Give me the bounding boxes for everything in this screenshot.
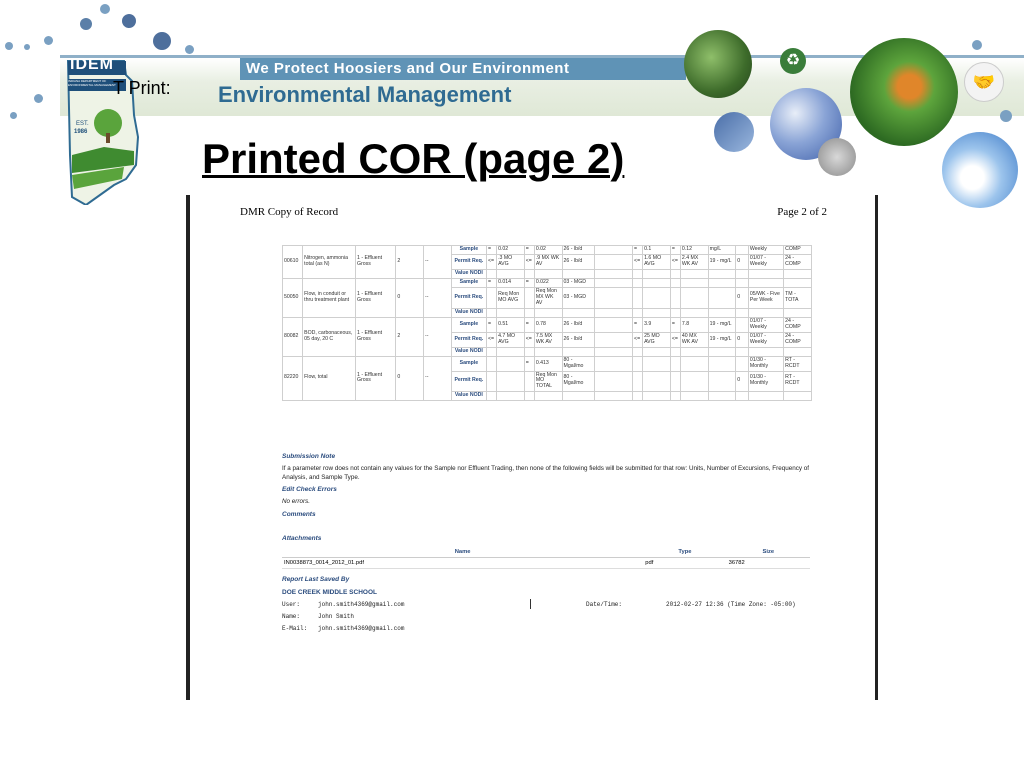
cell-st: 24 - COMP [784, 317, 812, 332]
cell-v1 [497, 269, 525, 278]
cell-c1: = [487, 246, 497, 255]
cell-c1 [487, 269, 497, 278]
cell-v4 [680, 347, 708, 356]
cell-v3: 0.1 [643, 246, 671, 255]
parameter-name: BOD, carbonaceous, 05 day, 20 C [303, 317, 356, 356]
parameter-line [283, 278, 812, 287]
row-type-label: Sample [451, 246, 486, 255]
cell-u2 [708, 278, 736, 287]
svg-text:1986: 1986 [74, 129, 88, 135]
parameter-line [283, 317, 812, 332]
cell-v2: Req Mon MX WK AV [534, 287, 562, 308]
cell-c1: = [487, 278, 497, 287]
cell-u2 [708, 371, 736, 392]
parameter-loc: 1 - Effluent Gross [356, 317, 396, 356]
cell-exc: 0 [736, 371, 749, 392]
spacer-cell [595, 287, 633, 308]
cell-v4 [680, 356, 708, 371]
cell-v1: .3 MO AVG [497, 254, 525, 269]
cell-u1: 26 - lb/d [562, 332, 595, 347]
edit-check-title: Edit Check Errors [282, 486, 337, 493]
cell-exc [736, 308, 749, 317]
cell-v1 [497, 356, 525, 371]
cell-u2 [708, 356, 736, 371]
cell-c2: <= [524, 254, 534, 269]
cell-v2: 0.78 [534, 317, 562, 332]
parameter-n: 0 [396, 278, 424, 317]
cell-c4 [670, 371, 680, 392]
cell-v3 [643, 347, 671, 356]
spacer-cell [595, 278, 633, 287]
cell-v4: 2.4 MX WK AV [680, 254, 708, 269]
row-type-label: Value NODI [451, 392, 486, 401]
cell-v3 [643, 287, 671, 308]
parameter-code: 00610 [283, 246, 303, 279]
spacer-cell [595, 246, 633, 255]
parameter-name: Flow, total [303, 356, 356, 401]
banner-title: Environmental Management [218, 82, 512, 107]
cell-v4: 7.8 [680, 317, 708, 332]
decorative-dot [80, 18, 92, 30]
attachment-type: pdf [643, 558, 726, 569]
row-type-label: Permit Req. [451, 254, 486, 269]
cell-c2 [524, 347, 534, 356]
fern-photo [684, 30, 752, 98]
cell-c2 [524, 269, 534, 278]
cell-exc [736, 356, 749, 371]
cell-freq [748, 392, 783, 401]
cell-c4 [670, 392, 680, 401]
decorative-dot [24, 44, 30, 50]
parameter-dash: -- [424, 317, 452, 356]
cell-c3 [633, 356, 643, 371]
cell-c3 [633, 308, 643, 317]
cell-v1 [497, 392, 525, 401]
decorative-dot [44, 36, 53, 45]
cell-u2: 19 - mg/L [708, 254, 736, 269]
idem-dept-text: INDIANA DEPARTMENT OF ENVIRONMENTAL MANAGEMENT [68, 79, 116, 87]
cell-v3 [643, 356, 671, 371]
row-type-label: Value NODI [451, 308, 486, 317]
name-value: John Smith [318, 613, 355, 620]
cell-c3 [633, 269, 643, 278]
row-type-label: Sample [451, 356, 486, 371]
decorative-dot [153, 32, 171, 50]
parameter-code: 80082 [283, 317, 303, 356]
cell-u2 [708, 347, 736, 356]
decorative-dot [1000, 110, 1012, 122]
cell-exc [736, 269, 749, 278]
tprint-label: T Print: [113, 78, 171, 98]
decorative-dot [10, 112, 17, 119]
cell-v4 [680, 278, 708, 287]
cell-v2 [534, 269, 562, 278]
cell-v4 [680, 287, 708, 308]
cell-v2: 0.413 [534, 356, 562, 371]
cell-v3 [643, 278, 671, 287]
logo-est-text: EST. [76, 121, 89, 127]
cell-freq [748, 347, 783, 356]
spacer-cell [595, 332, 633, 347]
parameter-name: Nitrogen, ammonia total (as N) [303, 246, 356, 279]
cell-v1: 0.02 [497, 246, 525, 255]
cell-c2 [524, 287, 534, 308]
row-type-label: Permit Req. [451, 371, 486, 392]
cell-exc [736, 392, 749, 401]
row-type-label: Sample [451, 278, 486, 287]
spacer-cell [595, 347, 633, 356]
cell-u1: 03 - MGD [562, 278, 595, 287]
parameter-line [283, 246, 812, 255]
dmr-parameter-table [282, 245, 812, 401]
datetime-value: 2012-02-27 12:36 (Time Zone: -05:00) [666, 601, 796, 608]
comments-title: Comments [282, 511, 316, 518]
attachments-header-name: Name [282, 547, 643, 558]
cell-v1: 0.51 [497, 317, 525, 332]
cell-c2: = [524, 356, 534, 371]
cell-v4 [680, 308, 708, 317]
cell-freq [748, 308, 783, 317]
cell-c1 [487, 308, 497, 317]
cell-exc: 0 [736, 332, 749, 347]
cell-exc [736, 317, 749, 332]
dmr-document [186, 195, 878, 700]
cell-c3 [633, 347, 643, 356]
divider [530, 599, 531, 609]
cell-u1: 03 - MGD [562, 287, 595, 308]
idem-logo-text: IDEM [70, 56, 114, 73]
cell-u2 [708, 287, 736, 308]
attachments-header-type: Type [643, 547, 726, 558]
decorative-dot [34, 94, 43, 103]
user-value: john.smith4369@gmail.com [318, 601, 405, 608]
cell-freq [748, 269, 783, 278]
cell-st: 24 - COMP [784, 332, 812, 347]
cell-st [784, 269, 812, 278]
parameter-n: 2 [396, 246, 424, 279]
spacer-cell [595, 254, 633, 269]
cell-u1: 80 - Mgal/mo [562, 371, 595, 392]
decorative-dot [185, 45, 194, 54]
cell-freq: 01/07 - Weekly [748, 332, 783, 347]
cell-v3: 1.6 MO AVG [643, 254, 671, 269]
cell-c1: <= [487, 254, 497, 269]
row-type-label: Value NODI [451, 269, 486, 278]
row-type-label: Sample [451, 317, 486, 332]
butterfly-photo [850, 38, 958, 146]
spacer-cell [595, 269, 633, 278]
parameter-dash: -- [424, 356, 452, 401]
cell-exc [736, 347, 749, 356]
cell-freq: 05/WK - Five Per Week [748, 287, 783, 308]
cell-v4 [680, 371, 708, 392]
cell-freq: Weekly [748, 246, 783, 255]
cell-c4 [670, 347, 680, 356]
buildings-photo [714, 112, 754, 152]
cell-c4: <= [670, 332, 680, 347]
cell-c4 [670, 278, 680, 287]
spacer-cell [595, 356, 633, 371]
cell-u1 [562, 392, 595, 401]
attachment-name[interactable]: IN0038873_0014_2012_01.pdf [282, 558, 643, 569]
cell-u1 [562, 269, 595, 278]
cell-c1 [487, 371, 497, 392]
cell-v2: .9 MX WK AV [534, 254, 562, 269]
cell-u2 [708, 392, 736, 401]
cell-c3: <= [633, 254, 643, 269]
cell-u2 [708, 308, 736, 317]
cell-v3: 3.9 [643, 317, 671, 332]
parameter-dash: -- [424, 278, 452, 317]
attachment-row [282, 558, 810, 569]
cell-u1: 80 - Mgal/mo [562, 356, 595, 371]
cell-v3 [643, 308, 671, 317]
cell-st [784, 278, 812, 287]
cell-c2: <= [524, 332, 534, 347]
cell-u1 [562, 347, 595, 356]
cell-st [784, 347, 812, 356]
cell-c3: = [633, 317, 643, 332]
cell-v1: Req Mon MO AVG [497, 287, 525, 308]
row-type-label: Value NODI [451, 347, 486, 356]
email-label: E-Mail: [282, 625, 308, 632]
cell-v3 [643, 269, 671, 278]
attachments-table [282, 547, 810, 569]
parameter-line [283, 356, 812, 371]
cell-u2: 19 - mg/L [708, 317, 736, 332]
parameter-n: 2 [396, 317, 424, 356]
spacer-cell [595, 317, 633, 332]
cell-c2 [524, 371, 534, 392]
cell-exc: 0 [736, 254, 749, 269]
cell-u2 [708, 269, 736, 278]
cell-st: TM - TOTA [784, 287, 812, 308]
name-line [282, 613, 354, 620]
cell-v1: 4.7 MO AVG [497, 332, 525, 347]
name-label: Name: [282, 613, 301, 620]
cell-st: COMP [784, 246, 812, 255]
cell-c1 [487, 392, 497, 401]
cell-v2 [534, 308, 562, 317]
cell-c4: <= [670, 254, 680, 269]
cell-c4 [670, 356, 680, 371]
spacer-cell [595, 308, 633, 317]
submission-note-title: Submission Note [282, 453, 336, 460]
cell-v1 [497, 347, 525, 356]
cell-v4: 40 MX WK AV [680, 332, 708, 347]
cell-exc [736, 246, 749, 255]
datetime-label: Date/Time: [586, 601, 623, 608]
cell-c2 [524, 308, 534, 317]
cell-u2: 19 - mg/L [708, 332, 736, 347]
cell-v2 [534, 347, 562, 356]
cell-u1: 26 - lb/d [562, 246, 595, 255]
cell-st [784, 392, 812, 401]
submission-note-text: If a parameter row does not contain any values for the Sample nor Effluent Trading, then none of the following fields will be submitted for that row: Units, Number of Excursions, Frequency of Analysis, and Sample Type. [282, 465, 809, 482]
cell-st: RT - RCDT [784, 356, 812, 371]
decorative-dot [5, 42, 13, 50]
cell-c4: = [670, 246, 680, 255]
cell-c4 [670, 287, 680, 308]
cell-c4 [670, 269, 680, 278]
spacer-cell [595, 371, 633, 392]
cell-c3: <= [633, 332, 643, 347]
email-line [282, 625, 404, 632]
parameter-dash: -- [424, 246, 452, 279]
saved-by-title: Report Last Saved By [282, 576, 350, 583]
cell-c2 [524, 392, 534, 401]
cell-v4 [680, 269, 708, 278]
cell-v1: 0.014 [497, 278, 525, 287]
cell-c1: = [487, 317, 497, 332]
cell-exc: 0 [736, 287, 749, 308]
cell-v3 [643, 371, 671, 392]
cell-st [784, 308, 812, 317]
cell-st: RT - RCDT [784, 371, 812, 392]
cell-freq: 01/07 - Weekly [748, 317, 783, 332]
recycle-icon: ♻ [780, 48, 806, 74]
org-name: DOE CREEK MIDDLE SCHOOL [282, 589, 377, 596]
cell-c1 [487, 347, 497, 356]
doc-header-title: DMR Copy of Record [240, 206, 339, 218]
email-value: john.smith4369@gmail.com [318, 625, 405, 632]
edit-check-value: No errors. [282, 498, 310, 505]
cell-v2: 7.5 MX WK AV [534, 332, 562, 347]
cell-v2 [534, 392, 562, 401]
cell-st: 24 - COMP [784, 254, 812, 269]
row-type-label: Permit Req. [451, 287, 486, 308]
cell-c2: = [524, 317, 534, 332]
user-line [282, 601, 404, 608]
cell-v2: 0.02 [534, 246, 562, 255]
cell-c1 [487, 356, 497, 371]
cell-v2: 0.022 [534, 278, 562, 287]
cell-c3 [633, 287, 643, 308]
parameter-code: 82220 [283, 356, 303, 401]
cell-c2: = [524, 246, 534, 255]
cell-u2: mg/L [708, 246, 736, 255]
doc-page-number: Page 2 of 2 [777, 206, 827, 218]
parameter-loc: 1 - Effluent Gross [356, 278, 396, 317]
parameter-code: 50050 [283, 278, 303, 317]
slide-title: Printed COR (page 2) [202, 135, 625, 182]
cell-c3: = [633, 246, 643, 255]
parameter-loc: 1 - Effluent Gross [356, 246, 396, 279]
handshake-icon: 🤝 [964, 62, 1004, 102]
spacer-cell [595, 392, 633, 401]
decorative-dot [122, 14, 136, 28]
parameter-n: 0 [396, 356, 424, 401]
cell-u1: 26 - lb/d [562, 254, 595, 269]
cell-freq: 01/07 - Weekly [748, 254, 783, 269]
cell-c1: <= [487, 332, 497, 347]
banner-slogan: We Protect Hoosiers and Our Environment [240, 58, 686, 80]
row-type-label: Permit Req. [451, 332, 486, 347]
cell-v3 [643, 392, 671, 401]
cell-c2: = [524, 278, 534, 287]
cell-v1 [497, 371, 525, 392]
cell-v1 [497, 308, 525, 317]
cell-freq: 01/30 - Monthly [748, 356, 783, 371]
industry-photo [818, 138, 856, 176]
decorative-dot [972, 40, 982, 50]
cell-c3 [633, 392, 643, 401]
cell-v4 [680, 392, 708, 401]
cell-v2: Req Mon MO TOTAL [534, 371, 562, 392]
attachments-header-size: Size [727, 547, 810, 558]
sky-photo [942, 132, 1018, 208]
decorative-dot [100, 4, 110, 14]
cell-c3 [633, 371, 643, 392]
cell-exc [736, 278, 749, 287]
cell-v4: 0.12 [680, 246, 708, 255]
cell-v3: 25 MO AVG [643, 332, 671, 347]
cell-freq: 01/30 - Monthly [748, 371, 783, 392]
cell-c3 [633, 278, 643, 287]
attachments-title: Attachments [282, 535, 322, 542]
cell-freq [748, 278, 783, 287]
cell-u1 [562, 308, 595, 317]
user-label: User: [282, 601, 301, 608]
cell-u1: 26 - lb/d [562, 317, 595, 332]
cell-c4: = [670, 317, 680, 332]
cell-c4 [670, 308, 680, 317]
cell-c1 [487, 287, 497, 308]
parameter-loc: 1 - Effluent Gross [356, 356, 396, 401]
attachment-size: 36782 [727, 558, 810, 569]
parameter-name: Flow, in conduit or thru treatment plant [303, 278, 356, 317]
